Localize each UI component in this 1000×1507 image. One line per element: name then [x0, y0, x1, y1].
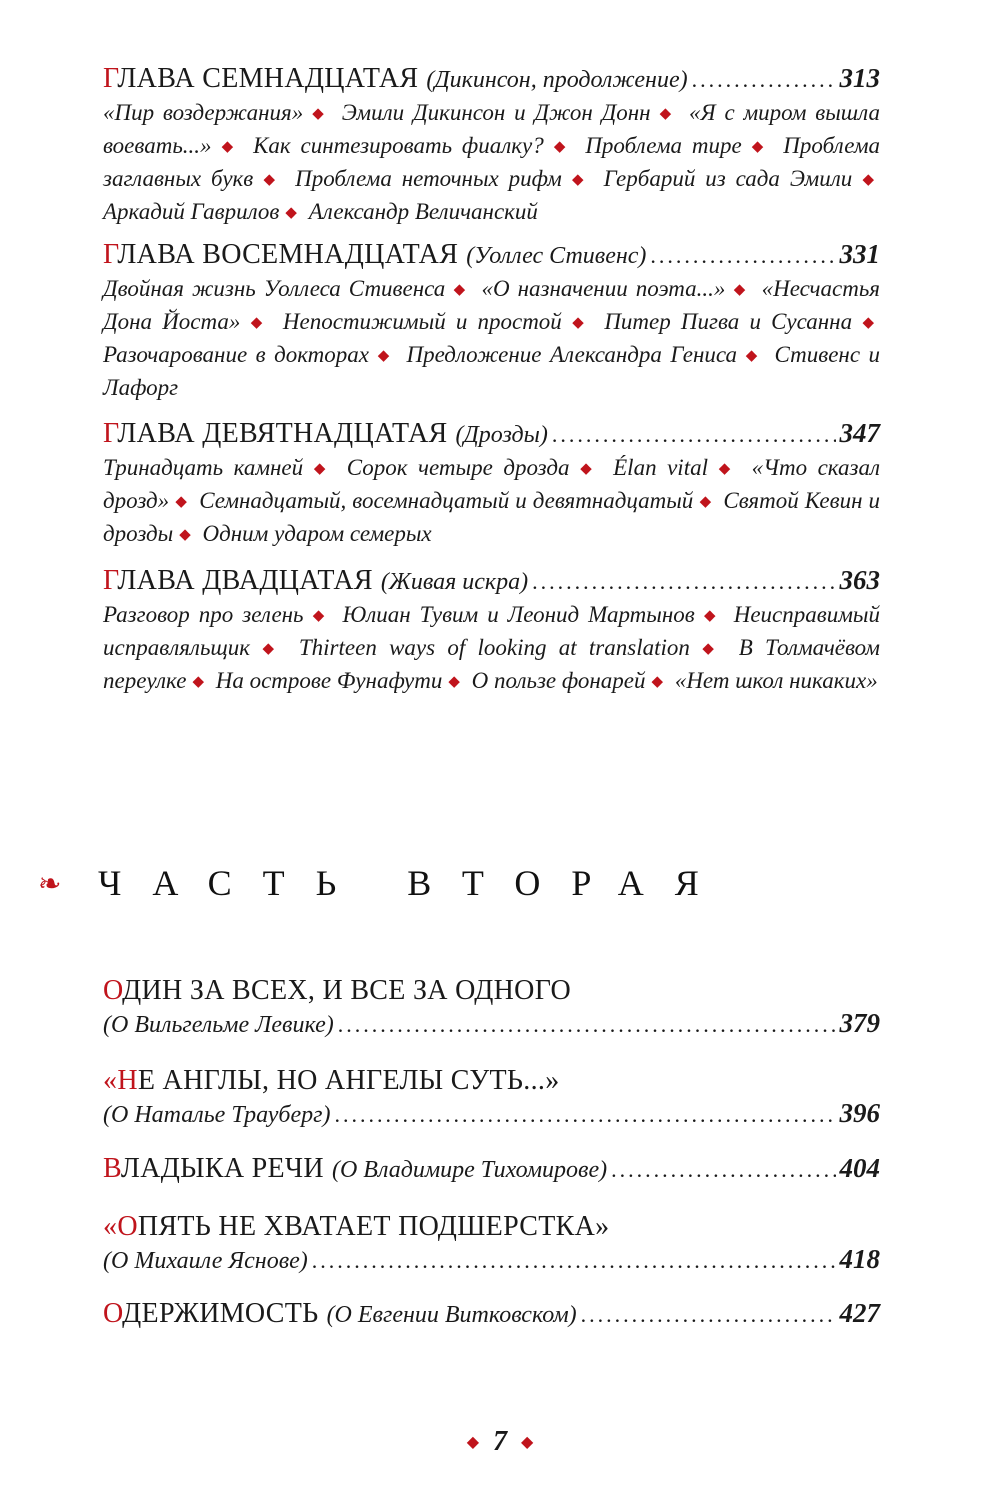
essay-subline — [103, 1098, 880, 1129]
essay-line — [103, 1297, 880, 1331]
topic: Святой Кевин и дрозды — [103, 488, 881, 546]
essay-subtitle: (О Владимире Тихомирове) — [331, 1157, 608, 1183]
topic: Одним ударом семерых — [202, 521, 432, 546]
essay-subtitle: (О Наталье Трауберг) — [103, 1102, 331, 1128]
chapter-topics — [103, 98, 880, 230]
leader-dots — [692, 62, 836, 98]
chapter-topics — [103, 274, 880, 403]
chapter-subtitle: (Уоллес Стивенс) — [466, 243, 647, 269]
essay-title: «ОПЯТЬ НЕ ХВАТАЕТ ПОДШЕРСТКА» — [103, 1211, 610, 1242]
topic: «Пир воздержания» — [103, 100, 304, 125]
floral-ornament-icon: ❧ — [38, 866, 62, 900]
diamond-separator-icon: ◆ — [217, 139, 238, 155]
essay-title: ОДЕРЖИМОСТЬ — [103, 1298, 319, 1329]
essay-subtitle: (О Евгении Витковском) — [326, 1302, 577, 1328]
diamond-separator-icon: ◆ — [256, 641, 281, 657]
diamond-ornament-icon: ◆ — [466, 1434, 479, 1451]
chapter-subtitle: (Живая искра) — [380, 569, 529, 595]
page-ref: 313 — [839, 63, 880, 93]
diamond-separator-icon: ◆ — [246, 315, 267, 331]
diamond-separator-icon: ◆ — [309, 106, 327, 122]
page-ref: 396 — [839, 1098, 880, 1128]
topic: Разговор про зелень — [103, 602, 304, 627]
diamond-separator-icon: ◆ — [858, 315, 875, 331]
topic: Тринадцать камней — [103, 455, 304, 480]
page-ref: 427 — [839, 1298, 880, 1328]
diamond-separator-icon: ◆ — [731, 282, 748, 298]
topic: Thirteen ways of looking at translation — [298, 635, 690, 660]
diamond-separator-icon: ◆ — [175, 494, 188, 510]
part-title: ЧАСТЬ ВТОРАЯ — [98, 863, 730, 903]
diamond-separator-icon: ◆ — [656, 106, 675, 122]
diamond-separator-icon: ◆ — [309, 608, 328, 624]
chapter-title: ГЛАВА СЕМНАДЦАТАЯ — [103, 63, 419, 94]
chapter-title: ГЛАВА ДЕВЯТНАДЦАТАЯ — [103, 418, 448, 449]
page-ref: 331 — [839, 239, 880, 269]
chapter-heading[interactable] — [103, 415, 880, 453]
diamond-separator-icon: ◆ — [747, 139, 768, 155]
diamond-separator-icon: ◆ — [285, 205, 297, 221]
essay-line — [103, 1152, 880, 1186]
diamond-separator-icon: ◆ — [567, 315, 589, 331]
topic: Семнадцатый, восемнадцатый и девятнадцатый — [199, 488, 694, 513]
diamond-separator-icon: ◆ — [713, 461, 736, 477]
topic: Юлиан Тувим и Леонид Мартынов — [342, 602, 695, 627]
diamond-separator-icon: ◆ — [179, 527, 191, 543]
essay-entry[interactable] — [103, 1152, 880, 1186]
essay-title: «НЕ АНГЛЫ, НО АНГЕЛЫ СУТЬ...» — [103, 1065, 560, 1096]
topic: О пользе фонарей — [471, 668, 646, 693]
topic: «Несчастья Дона Йоста» — [103, 276, 880, 334]
topic: Проблема неточных рифм — [295, 166, 562, 191]
diamond-separator-icon: ◆ — [742, 348, 760, 364]
topic: Эмили Дикинсон и Джон Донн — [341, 100, 651, 125]
essay-entry[interactable] — [103, 974, 880, 1039]
page-footer — [0, 1426, 1000, 1458]
diamond-separator-icon: ◆ — [259, 172, 280, 188]
diamond-separator-icon: ◆ — [695, 641, 721, 657]
essay-entry[interactable] — [103, 1064, 880, 1129]
chapter-subtitle: (Дикинсон, продолжение) — [426, 67, 688, 93]
chapter-topics — [103, 600, 880, 699]
leader-dots — [581, 1302, 836, 1328]
diamond-separator-icon: ◆ — [651, 674, 664, 690]
page-ref: 379 — [839, 1008, 880, 1038]
page-ref: 404 — [839, 1153, 880, 1183]
leader-dots — [338, 1012, 836, 1038]
essay-title: ОДИН ЗА ВСЕХ, И ВСЕ ЗА ОДНОГО — [103, 975, 572, 1006]
topic: Непостижимый и простой — [282, 309, 562, 334]
chapter-title: ГЛАВА ДВАДЦАТАЯ — [103, 565, 373, 596]
essay-subline — [103, 1008, 880, 1039]
diamond-separator-icon: ◆ — [451, 282, 468, 298]
topic: Предложение Александра Гениса — [406, 342, 737, 367]
diamond-separator-icon: ◆ — [858, 172, 874, 188]
diamond-separator-icon: ◆ — [567, 172, 588, 188]
chapter-20 — [103, 562, 880, 699]
leader-dots — [532, 564, 835, 600]
chapter-heading[interactable] — [103, 60, 880, 98]
leader-dots — [312, 1248, 836, 1274]
diamond-separator-icon: ◆ — [700, 608, 719, 624]
topic: «О назначении поэта...» — [481, 276, 726, 301]
essay-entry[interactable] — [103, 1210, 880, 1275]
essay-subline — [103, 1244, 880, 1275]
chapter-topics — [103, 453, 880, 552]
topic: Двойная жизнь Уоллеса Стивенса — [103, 276, 446, 301]
page-number: 7 — [493, 1426, 507, 1457]
topic: На острове Фунафути — [215, 668, 443, 693]
chapter-heading[interactable] — [103, 236, 880, 274]
topic: Проблема тире — [585, 133, 742, 158]
diamond-separator-icon: ◆ — [575, 461, 597, 477]
topic: Стивенс и Лафорг — [103, 342, 881, 400]
leader-dots — [650, 238, 835, 274]
essay-entry[interactable] — [103, 1297, 880, 1331]
chapter-title: ГЛАВА ВОСЕМНАДЦАТАЯ — [103, 239, 459, 270]
chapter-17 — [103, 60, 880, 230]
topic: Élan vital — [613, 455, 708, 480]
topic: Александр Величанский — [308, 199, 538, 224]
topic: Проблема заглавных букв — [103, 133, 881, 191]
topic: Питер Пигва и Сусанна — [604, 309, 853, 334]
topic: В Толмачёвом переулке — [103, 635, 880, 693]
topic: Как синтезировать фиалку? — [253, 133, 544, 158]
page-ref: 418 — [839, 1244, 880, 1274]
topic: «Нет школ никаких» — [674, 668, 878, 693]
essay-subtitle: (О Михаиле Яснове) — [103, 1248, 308, 1274]
essay-subtitle: (О Вильгельме Левике) — [103, 1012, 334, 1038]
part-heading — [38, 862, 880, 904]
chapter-heading[interactable] — [103, 562, 880, 600]
topic: «Что сказал дрозд» — [103, 455, 880, 513]
essay-title: ВЛАДЫКА РЕЧИ — [103, 1153, 324, 1184]
chapter-subtitle: (Дрозды) — [455, 422, 548, 448]
topic: Гербарий из сада Эмили — [603, 166, 853, 191]
topic: Разочарование в докторах — [103, 342, 369, 367]
topic: Неисправимый исправляльщик — [103, 602, 880, 660]
leader-dots — [611, 1157, 835, 1183]
chapter-18 — [103, 236, 880, 403]
diamond-separator-icon: ◆ — [309, 461, 331, 477]
diamond-separator-icon: ◆ — [549, 139, 570, 155]
diamond-separator-icon: ◆ — [448, 674, 460, 690]
diamond-separator-icon: ◆ — [192, 674, 204, 690]
diamond-separator-icon: ◆ — [375, 348, 392, 364]
topic: «Я с миром вышла воевать...» — [103, 100, 880, 158]
leader-dots — [334, 1102, 835, 1128]
topic: Аркадий Гаврилов — [103, 199, 280, 224]
topic: Сорок четыре дрозда — [346, 455, 570, 480]
diamond-separator-icon: ◆ — [699, 494, 712, 510]
page-ref: 363 — [839, 565, 880, 595]
diamond-ornament-icon: ◆ — [521, 1434, 534, 1451]
page-ref: 347 — [839, 418, 880, 448]
chapter-19 — [103, 415, 880, 552]
leader-dots — [552, 417, 836, 453]
